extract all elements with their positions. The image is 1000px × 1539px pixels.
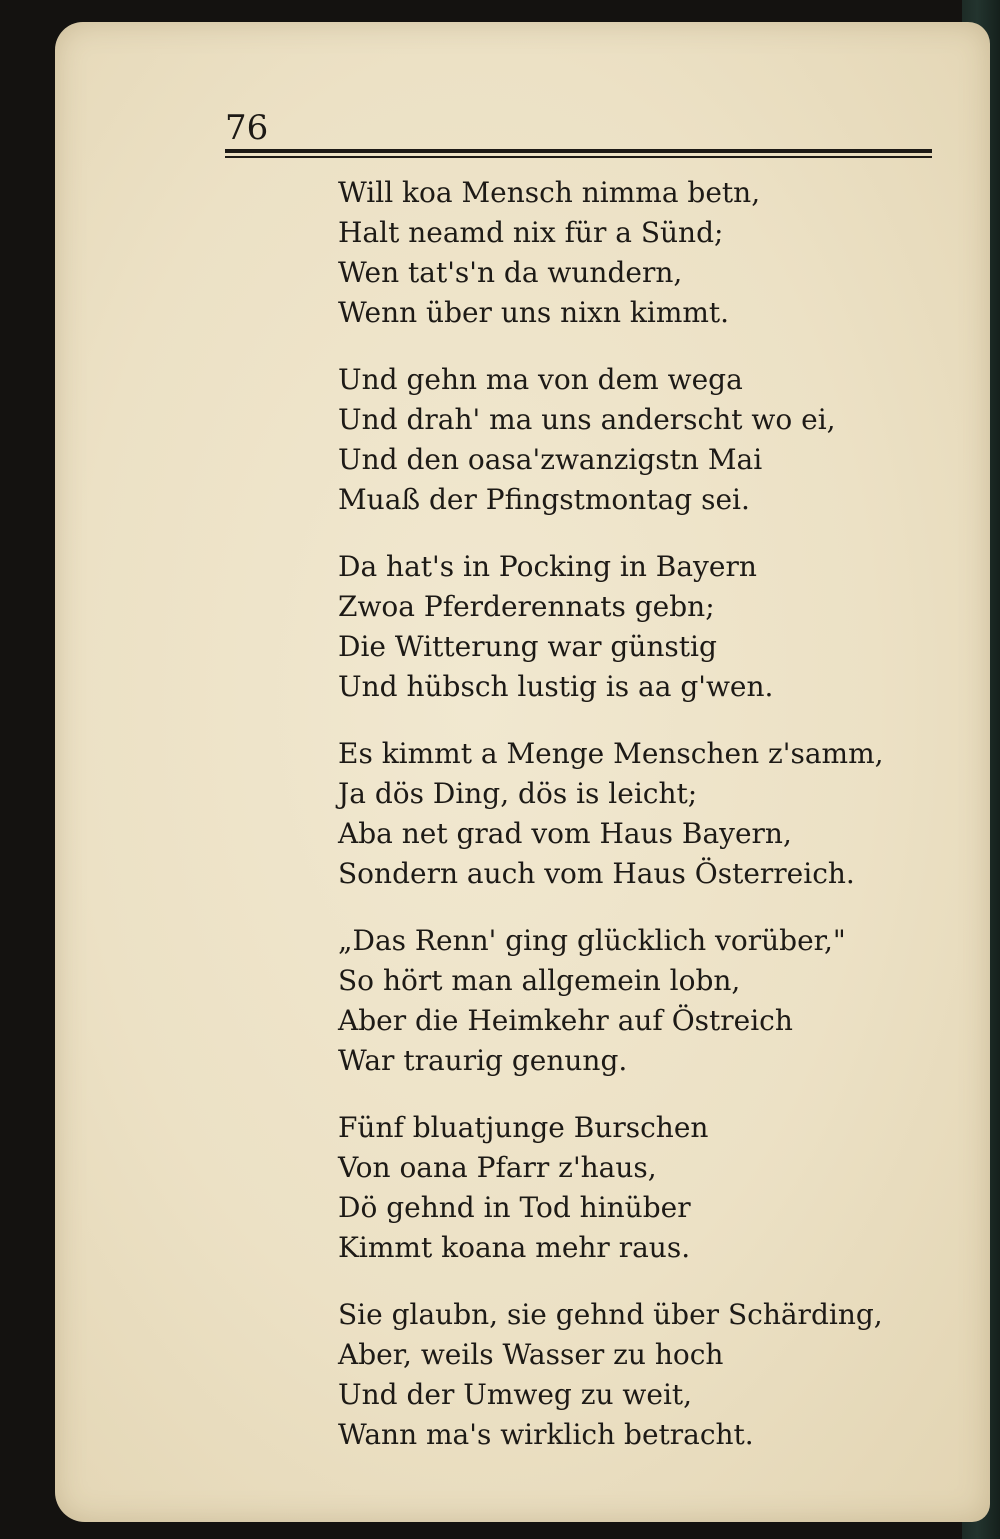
poem-line: Aba net grad vom Haus Bayern, bbox=[338, 817, 792, 850]
poem-line: Sie glaubn, sie gehnd über Schärding, bbox=[338, 1298, 883, 1331]
poem-body bbox=[338, 173, 938, 1482]
page-number: 76 bbox=[225, 108, 269, 148]
stanza bbox=[338, 1108, 938, 1268]
poem-line: Muaß der Pfingstmontag sei. bbox=[338, 483, 750, 516]
poem-line: Und hübsch lustig is aa g'wen. bbox=[338, 670, 774, 703]
poem-line: Es kimmt a Menge Menschen z'samm, bbox=[338, 737, 884, 770]
poem-line: Dö gehnd in Tod hinüber bbox=[338, 1191, 691, 1224]
poem-line: Und gehn ma von dem wega bbox=[338, 363, 743, 396]
stanza bbox=[338, 1295, 938, 1455]
poem-line: Und der Umweg zu weit, bbox=[338, 1378, 693, 1411]
poem-line: Will koa Mensch nimma betn, bbox=[338, 176, 761, 209]
stanza bbox=[338, 547, 938, 707]
header-rule-thick bbox=[225, 149, 932, 153]
poem-line: Fünf bluatjunge Burschen bbox=[338, 1111, 709, 1144]
poem-line: Ja dös Ding, dös is leicht; bbox=[338, 777, 698, 810]
poem-line: War traurig genung. bbox=[338, 1044, 628, 1077]
poem-line: Von oana Pfarr z'haus, bbox=[338, 1151, 657, 1184]
poem-line: Und den oasa'zwanzigstn Mai bbox=[338, 443, 763, 476]
stanza bbox=[338, 921, 938, 1081]
poem-line: So hört man allgemein lobn, bbox=[338, 964, 741, 997]
poem-line: Sondern auch vom Haus Österreich. bbox=[338, 857, 855, 890]
poem-line: „Das Renn' ging glücklich vorüber," bbox=[338, 924, 846, 957]
poem-line: Und drah' ma uns anderscht wo ei, bbox=[338, 403, 836, 436]
poem-line: Wann ma's wirklich betracht. bbox=[338, 1418, 754, 1451]
poem-line: Die Witterung war günstig bbox=[338, 630, 717, 663]
poem-line: Halt neamd nix für a Sünd; bbox=[338, 216, 724, 249]
poem-line: Aber, weils Wasser zu hoch bbox=[338, 1338, 724, 1371]
poem-line: Zwoa Pferderennats gebn; bbox=[338, 590, 715, 623]
poem-line: Wen tat's'n da wundern, bbox=[338, 256, 683, 289]
stanza bbox=[338, 173, 938, 333]
stanza bbox=[338, 360, 938, 520]
poem-line: Wenn über uns nixn kimmt. bbox=[338, 296, 730, 329]
poem-line: Da hat's in Pocking in Bayern bbox=[338, 550, 757, 583]
poem-line: Aber die Heimkehr auf Östreich bbox=[338, 1004, 793, 1037]
poem-line: Kimmt koana mehr raus. bbox=[338, 1231, 691, 1264]
header-rule-thin bbox=[225, 156, 932, 158]
stanza bbox=[338, 734, 938, 894]
